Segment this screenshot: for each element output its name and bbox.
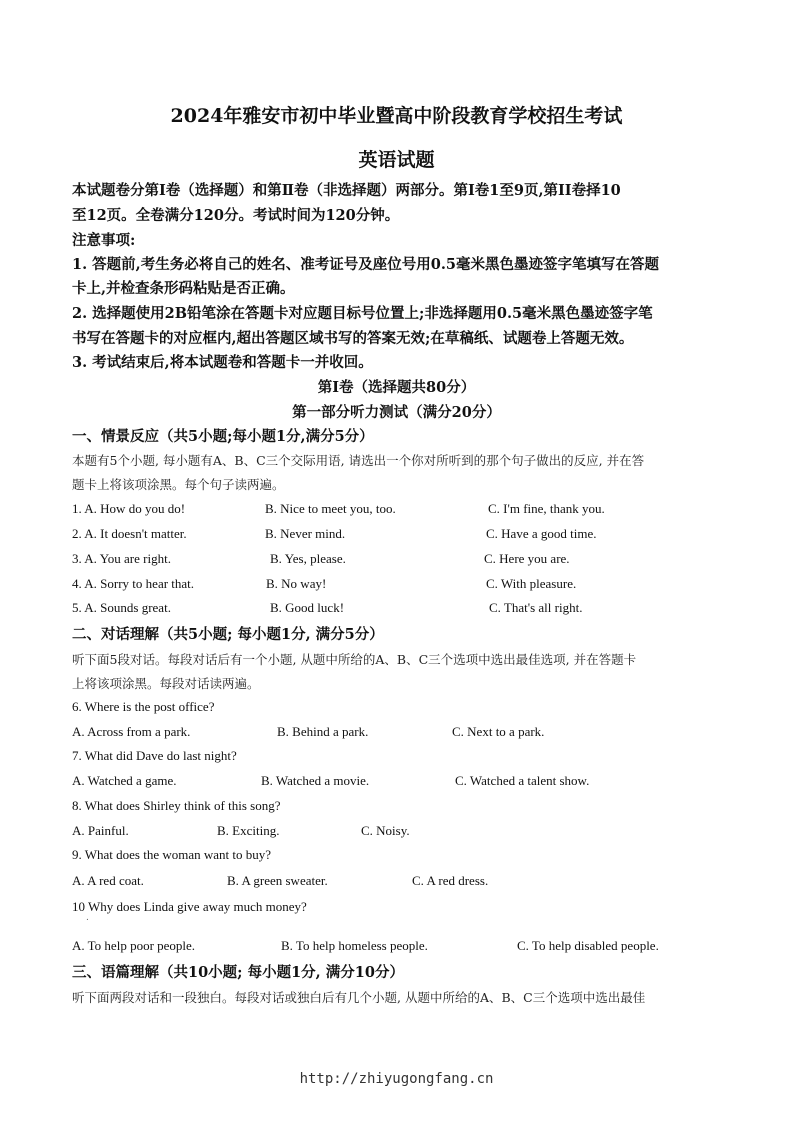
question-9-option-c: C. A red dress. xyxy=(412,873,489,888)
question-8: 8. What does Shirley think of this song? xyxy=(72,798,281,813)
notes-heading: 注意事项: xyxy=(72,232,136,249)
footer-url: http://zhiyugongfang.cn xyxy=(299,1071,494,1087)
question-9-option-b: B. A green sweater. xyxy=(227,873,328,888)
intro-line-1: 本试题卷分第Ⅰ卷（选择题）和第Ⅱ卷（非选择题）两部分。第Ⅰ卷1至9页,第II卷择10 xyxy=(72,182,621,199)
question-8-option-b: B. Exciting. xyxy=(217,823,280,838)
item-5-option-a: 5. A. Sounds great. xyxy=(72,600,171,615)
question-7-option-b: B. Watched a movie. xyxy=(261,773,370,788)
question-9-option-a: A. A red coat. xyxy=(72,873,144,888)
part-title: 第一部分听力测试（满分20分） xyxy=(292,404,501,421)
section-2-instruction-1: 听下面5段对话。每段对话后有一个小题, 从题中所给的A、B、C三个选项中选出最佳选项, 并在答题卡 xyxy=(72,652,637,667)
item-4-option-b: B. No way! xyxy=(266,576,327,591)
section-2-instruction-2: 上将该项涂黑。每段对话读两遍。 xyxy=(72,676,260,691)
item-5-option-b: B. Good luck! xyxy=(270,600,345,615)
stray-mark: . xyxy=(86,913,89,923)
question-10-option-a: A. To help poor people. xyxy=(72,938,196,953)
note-1-line-2: 卡上,并检查条形码粘贴是否正确。 xyxy=(72,280,295,297)
item-3-option-c: C. Here you are. xyxy=(484,551,570,566)
question-6: 6. Where is the post office? xyxy=(72,699,215,714)
question-6-option-b: B. Behind a park. xyxy=(277,724,369,739)
section-1-heading: 一、情景反应（共5小题;每小题1分,满分5分） xyxy=(72,428,374,445)
question-10-option-c: C. To help disabled people. xyxy=(517,938,659,953)
note-2-line-1: 2. 选择题使用2B铅笔涂在答题卡对应题目标号位置上;非选择题用0.5毫米黑色墨迹签字笔 xyxy=(72,305,653,322)
question-8-option-c: C. Noisy. xyxy=(361,823,410,838)
section-3-heading: 三、语篇理解（共10小题; 每小题1分, 满分10分） xyxy=(72,964,404,981)
question-6-option-c: C. Next to a park. xyxy=(452,724,545,739)
question-7: 7. What did Dave do last night? xyxy=(72,748,237,763)
question-10: 10 Why does Linda give away much money? xyxy=(72,899,307,914)
volume-title: 第I卷（选择题共80分） xyxy=(317,379,476,396)
section-1-instruction-1: 本题有5个小题, 每小题有A、B、C三个交际用语, 请选出一个你对所听到的那个句子做出的反应, 并在答 xyxy=(72,453,645,468)
item-3-option-b: B. Yes, please. xyxy=(270,551,346,566)
question-9: 9. What does the woman want to buy? xyxy=(72,847,272,862)
question-7-option-c: C. Watched a talent show. xyxy=(455,773,590,788)
question-10-option-b: B. To help homeless people. xyxy=(281,938,428,953)
question-7-option-a: A. Watched a game. xyxy=(72,773,177,788)
item-4-option-c: C. With pleasure. xyxy=(486,576,577,591)
question-6-option-a: A. Across from a park. xyxy=(72,724,191,739)
section-3-instruction-1: 听下面两段对话和一段独白。每段对话或独白后有几个小题, 从题中所给的A、B、C三个选项中选出最佳 xyxy=(72,990,646,1005)
item-2-option-b: B. Never mind. xyxy=(265,526,346,541)
item-1-option-b: B. Nice to meet you, too. xyxy=(265,501,396,516)
item-2-option-a: 2. A. It doesn't matter. xyxy=(72,526,187,541)
item-4-option-a: 4. A. Sorry to hear that. xyxy=(72,576,195,591)
item-5-option-c: C. That's all right. xyxy=(489,600,583,615)
question-8-option-a: A. Painful. xyxy=(72,823,129,838)
section-1-instruction-2: 题卡上将该项涂黑。每个句子读两遍。 xyxy=(72,477,285,492)
intro-line-2: 至12页。全卷满分120分。考试时间为120分钟。 xyxy=(72,207,400,224)
note-2-line-2: 书写在答题卡的对应框内,超出答题区域书写的答案无效;在草稿纸、试题卷上答题无效。 xyxy=(72,330,634,347)
section-2-heading: 二、对话理解（共5小题; 每小题1分, 满分5分） xyxy=(72,626,384,643)
note-1-line-1: 1. 答题前,考生务必将自己的姓名、准考证号及座位号用0.5毫米黑色墨迹签字笔填写在答题 xyxy=(72,256,659,273)
note-3: 3. 考试结束后,将本试题卷和答题卡一并收回。 xyxy=(72,354,373,371)
item-1-option-c: C. I'm fine, thank you. xyxy=(488,501,605,516)
item-2-option-c: C. Have a good time. xyxy=(486,526,597,541)
page-title: 2024年雅安市初中毕业暨高中阶段教育学校招生考试 xyxy=(170,105,623,127)
item-3-option-a: 3. A. You are right. xyxy=(72,551,171,566)
item-1-option-a: 1. A. How do you do! xyxy=(72,501,186,516)
page-subtitle: 英语试题 xyxy=(358,149,435,171)
